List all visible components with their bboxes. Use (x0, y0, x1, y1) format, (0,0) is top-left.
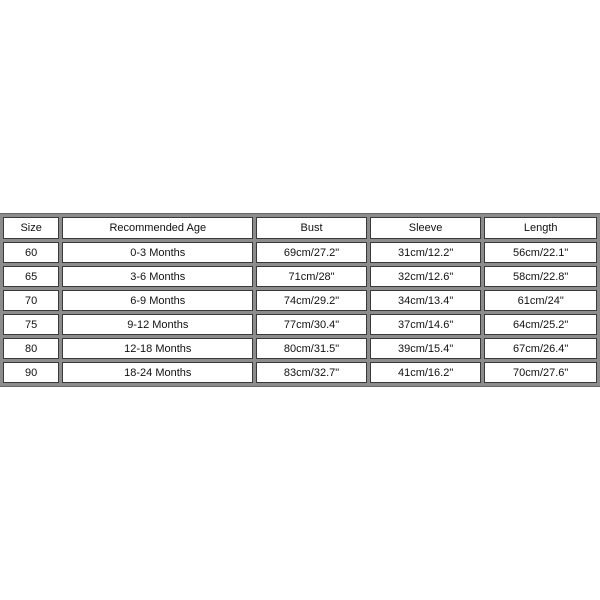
cell-size: 90 (3, 362, 59, 383)
cell-age: 18-24 Months (62, 362, 253, 383)
header-size: Size (3, 217, 59, 239)
header-bust: Bust (256, 217, 367, 239)
cell-length: 56cm/22.1" (484, 242, 597, 263)
table-row (3, 338, 597, 359)
cell-bust: 74cm/29.2" (256, 290, 367, 311)
cell-size: 75 (3, 314, 59, 335)
cell-bust: 77cm/30.4" (256, 314, 367, 335)
table-row (3, 314, 597, 335)
cell-age: 9-12 Months (62, 314, 253, 335)
cell-size: 70 (3, 290, 59, 311)
cell-sleeve: 41cm/16.2" (370, 362, 482, 383)
cell-length: 61cm/24" (484, 290, 597, 311)
table-row (3, 362, 597, 383)
header-sleeve: Sleeve (370, 217, 482, 239)
cell-sleeve: 32cm/12.6" (370, 266, 482, 287)
header-recommended-age: Recommended Age (62, 217, 253, 239)
cell-sleeve: 39cm/15.4" (370, 338, 482, 359)
cell-bust: 80cm/31.5" (256, 338, 367, 359)
header-row (3, 217, 597, 239)
table-row (3, 290, 597, 311)
cell-sleeve: 34cm/13.4" (370, 290, 482, 311)
cell-age: 0-3 Months (62, 242, 253, 263)
cell-length: 58cm/22.8" (484, 266, 597, 287)
cell-size: 60 (3, 242, 59, 263)
cell-age: 12-18 Months (62, 338, 253, 359)
cell-sleeve: 31cm/12.2" (370, 242, 482, 263)
cell-length: 67cm/26.4" (484, 338, 597, 359)
cell-bust: 69cm/27.2" (256, 242, 367, 263)
cell-bust: 83cm/32.7" (256, 362, 367, 383)
table-row (3, 242, 597, 263)
table-row (3, 266, 597, 287)
cell-size: 65 (3, 266, 59, 287)
cell-size: 80 (3, 338, 59, 359)
cell-bust: 71cm/28" (256, 266, 367, 287)
size-chart-table (0, 213, 600, 387)
header-length: Length (484, 217, 597, 239)
cell-age: 3-6 Months (62, 266, 253, 287)
cell-sleeve: 37cm/14.6" (370, 314, 482, 335)
cell-length: 70cm/27.6" (484, 362, 597, 383)
cell-age: 6-9 Months (62, 290, 253, 311)
cell-length: 64cm/25.2" (484, 314, 597, 335)
